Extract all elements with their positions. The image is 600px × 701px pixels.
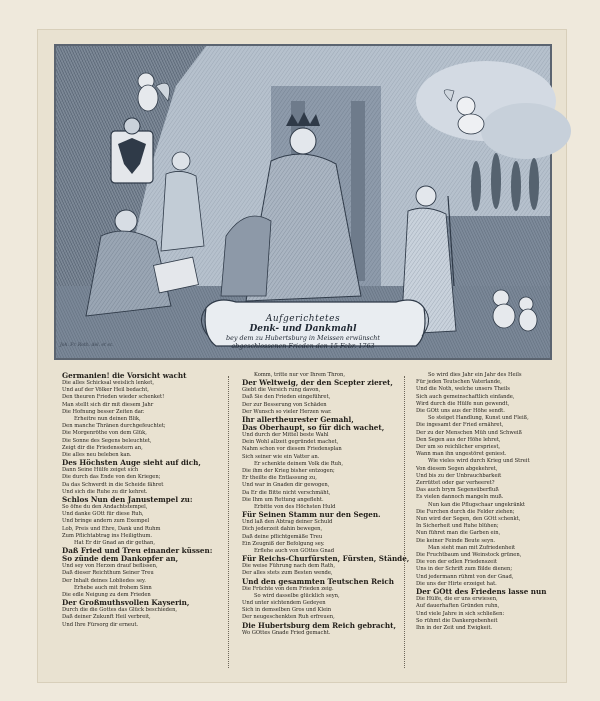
poem-line: Die GOtt uns aus der Höhe sendt. bbox=[416, 408, 505, 415]
poem-line: Und den gesammten Teutschen Reich bbox=[242, 576, 394, 586]
poem-line: Giebt die Versich rung davon, bbox=[242, 387, 321, 394]
poem-line: Die durch das Ende von den Kriegen; bbox=[62, 474, 161, 481]
poem-line: Wann man ihn ungestöret geniest. bbox=[416, 451, 507, 458]
poem-line: Man sieht man mit Zufriedenheit bbox=[428, 544, 516, 551]
poem-line: Da das Schwerdt in die Scheide fähret bbox=[62, 481, 164, 488]
poem-column-1 bbox=[62, 371, 213, 672]
poem-line: Und die Noth, welche unsers Theils bbox=[416, 386, 510, 393]
poem-line: So wird dasselbe glücklich seyn, bbox=[254, 592, 340, 599]
poem-line: Und unter sichtendem Gedeyen bbox=[242, 600, 326, 607]
allegory-scene bbox=[56, 46, 550, 358]
poem-line: Erheitre nun deinen Blik, bbox=[74, 416, 141, 423]
poem-line: Hat Er dir Gnad an dir gethan, bbox=[74, 540, 156, 547]
poem-line: Die weise Führung nach dem Rath, bbox=[242, 563, 335, 570]
poem-line: Er theilte die Entlassung zu, bbox=[242, 475, 317, 482]
poem-line: Und sich die Ruhe zu dir kehret. bbox=[62, 488, 148, 495]
poem-line: Und auf der Völker Heil bedacht, bbox=[62, 387, 149, 394]
poem-line: Für Seinen Stamm nur den Segen. bbox=[242, 510, 381, 520]
poem-line: Der Wunsch so vieler Herzen war. bbox=[242, 408, 332, 415]
poem-line: Die Fruchtbaum und Weinstock grünen, bbox=[416, 552, 522, 559]
poem-line: So steiget Handlung, Kunst und Fleiß, bbox=[428, 415, 529, 422]
poem-line: Und laß den Abtrag deiner Schuld bbox=[242, 519, 333, 526]
poem-line: Der Großmuthsvollen Kayserin, bbox=[62, 598, 190, 608]
poem-line: Ihn in der Zeit und Ewigkeit. bbox=[416, 624, 493, 631]
poem-line: Die keiner Feinde Beute seyn. bbox=[416, 537, 496, 544]
plate-title bbox=[56, 314, 550, 350]
poem-line: Für Reichs-Churfürsten, Fürsten, Stände, bbox=[242, 554, 410, 564]
poem-line: Die Früchte von dem Frieden zeig. bbox=[242, 585, 334, 592]
poem-line: Zerrüttet oder gar verheeret? bbox=[416, 480, 495, 487]
poem-line: Die Hofnung besser Zeiten dar. bbox=[62, 408, 145, 415]
poem-line: Daß dieser Reichthum Seiner Treu bbox=[62, 570, 154, 577]
poem-line: Und war in Gnaden dir gewogen, bbox=[242, 482, 330, 489]
title-line-2: Denk- und Dankmahl bbox=[249, 324, 357, 334]
poem-line: Und bis zu der Unbrauchbarkeit bbox=[416, 472, 502, 479]
poem-line: Der zur Besserung von Schäden bbox=[242, 401, 327, 408]
poem-line: Sich auch gemeinschaftlich einfande, bbox=[416, 393, 515, 400]
poem-line: Der neugeschenkten Ruh erfreuen, bbox=[242, 614, 335, 621]
poem-line: Daß Fried und Treu einander küssen: bbox=[62, 546, 213, 556]
poem-line: Und bringe andern zum Exempel bbox=[62, 518, 150, 525]
poem-line: Und jedermann rühmt von der Gnad, bbox=[416, 573, 514, 580]
poem-line: Die Ihm um Rettung angefleht. bbox=[242, 496, 324, 503]
poem-line: Germanien! die Vorsicht wacht bbox=[62, 371, 187, 380]
poem-line: Das auch brym Segensüberfluß bbox=[416, 487, 499, 494]
poem-line: Lob, Preis und Ehre, Dank und Ruhm bbox=[62, 525, 161, 532]
poem-line: Die Sonne des Segens beleuchtet, bbox=[62, 437, 152, 444]
poem-line: Er schenkte deinem Volk die Ruh, bbox=[254, 460, 343, 467]
engraver-signature: Joh. Fr. Roth. del. et sc. bbox=[60, 343, 114, 348]
poem-line: Nun führet man die Garben ein, bbox=[416, 530, 501, 537]
poem-line: Schlos Nun den Janustempel zu: bbox=[62, 495, 193, 505]
poem-line: Des Höchsten Auge sieht auf dich, bbox=[62, 458, 201, 468]
poem-line: Den manche Thränen durchgefeuchtet; bbox=[62, 423, 166, 430]
poem-line: Die ingesamt der Fried ernähret, bbox=[416, 422, 504, 429]
poem-line: Von diesem Segen abgekehret, bbox=[416, 465, 498, 472]
poem-line: Nahm schon vor diesem Friedensplan bbox=[242, 446, 342, 453]
poem-line: Man stellt sich dir mit diesem Jahr bbox=[62, 401, 154, 408]
poem-line: Dich jederzeit dahin bewegen, bbox=[242, 526, 323, 533]
poem-line: So rühmt die Dankergebenheit bbox=[416, 617, 498, 624]
poem-line: Die Furchen durch die Felder ziehen; bbox=[416, 508, 515, 515]
poem-line: Daß deine pflichtgemäße Treu bbox=[242, 533, 323, 540]
poem-line: Die edle Neigung zu dem Frieden bbox=[62, 592, 151, 599]
column-divider bbox=[404, 376, 406, 668]
title-line-3: bey dem zu Hubertsburg in Meissen erwünscht bbox=[226, 334, 380, 342]
poem-line: Nun wird der Segen, den GOtt schenkt, bbox=[416, 516, 521, 523]
poem-line: Der zu der Menschen Müh und Schweiß bbox=[416, 429, 523, 436]
poem-line: Nun kan die Pflugschaar ungekränkt bbox=[428, 501, 525, 508]
poem-line: Dein Wohl allzeit gegründet machet, bbox=[242, 439, 339, 446]
engraving-plate bbox=[54, 44, 552, 360]
poem-line: Der um so reichlicher erspriest, bbox=[416, 444, 501, 451]
poem-column-2 bbox=[242, 372, 410, 672]
poem-line: Und sey von Herzen drauf beflissen, bbox=[62, 563, 158, 570]
poem-column-3 bbox=[416, 372, 548, 672]
poem-line: Und Ihre Fürsorg dir erneut. bbox=[62, 621, 139, 628]
poem-line: So wird dies Jahr ein Jahr des Heils bbox=[428, 372, 522, 378]
poem-line: Und viele Jahre in sich schließen: bbox=[416, 610, 505, 617]
title-line-1: Aufgerichtetes bbox=[265, 314, 341, 324]
poem-line: Erflehe auch von GOttes Gnad bbox=[254, 548, 335, 555]
poem-line: Der alles stets zum Besten wende, bbox=[242, 570, 333, 577]
poem-line: Wo GOttes Gnade Fried gemacht. bbox=[242, 629, 331, 636]
poem-line: Der GOtt des Friedens lasse nun bbox=[416, 587, 547, 597]
poem-line: Da Er die Bitte nicht verschmäht, bbox=[242, 489, 331, 496]
poem-line: Wie vieles wird durch Krieg und Streit bbox=[428, 458, 530, 465]
poem-line: Der Inhalt deines Lobliedes sey. bbox=[62, 577, 146, 584]
poem-line: So zünde dem Dankopfer an, bbox=[62, 554, 179, 564]
poem-line: Daß deiner Zukunft Heil verbreit, bbox=[62, 614, 151, 621]
column-divider bbox=[228, 376, 230, 668]
poem-line: Die uns der Hirte erzeiget hat. bbox=[416, 580, 497, 587]
poem-line: Und durch der Mittel beste Wahl bbox=[242, 432, 329, 439]
poem-line: Daß Sie den Frieden eingeführet, bbox=[242, 394, 331, 401]
poem-line: Ein Zeugniß der Befolgung sey. bbox=[242, 540, 325, 547]
poem-line: Ihr allertheurester Gemahl, bbox=[242, 415, 354, 425]
poem-line: Den theuren Frieden wieder schenket! bbox=[62, 394, 165, 401]
poem-line: Sich in demselben Gros und Klein bbox=[242, 607, 332, 614]
poem-line: Komm, tritte nur vor Ihrem Thron, bbox=[254, 372, 346, 378]
poem-line: Für jeden Teutschen Vaterlande, bbox=[416, 379, 502, 386]
poem-line: Die alles Schicksal weislich lenket, bbox=[62, 380, 154, 386]
poem-line: Und danke GOtt für diese Ruh, bbox=[62, 511, 144, 518]
poem-line: Zeigt dir die Friedensstern an, bbox=[62, 444, 143, 451]
poem-line: Die von der edlen Friedenszeit bbox=[416, 559, 497, 566]
poem-line: Durch die die Gottes das Glück beschieden, bbox=[62, 607, 178, 614]
poem-line: Die alles neu beleben kan. bbox=[62, 452, 132, 459]
poem-line: Zum Pflichtabtrag ins Heiligthum. bbox=[62, 532, 153, 539]
poem-line: Erbitte von des Höchsten Huld bbox=[254, 504, 336, 511]
poem-line: Dann Seine Hülfe zeiget sich bbox=[62, 467, 139, 474]
poem-line: Uns in der Schrift zum Bilde dienen; bbox=[416, 566, 513, 573]
poem-line: Wird durch die Hülfe nun gewendt, bbox=[416, 400, 510, 407]
poem-line: So öfne du den Andachtstempel, bbox=[62, 504, 148, 511]
poem-line: Auf dauerhaften Gründen ruhn, bbox=[416, 603, 500, 610]
poem-line: Der Weltweig, der den Scepter zieret, bbox=[242, 378, 393, 388]
title-line-4: abgeschlossenen Frieden den 15 Febr. 1763 bbox=[231, 342, 375, 350]
poem-line: Das Oberhaupt, so für dich wachet, bbox=[242, 423, 385, 433]
poem-line: Die Hülfe, die er uns erwiesen, bbox=[416, 596, 498, 603]
poem-line: Die Morgenröthe von dem Glük, bbox=[62, 430, 147, 437]
poem-line: Die ihm der Krieg bisher entzogen; bbox=[242, 468, 335, 475]
poem-line: Die Hubertsburg dem Reich gebracht, bbox=[242, 620, 396, 630]
poem-line: Es vielen dannoch mangeln muß. bbox=[416, 494, 504, 501]
poem-line: Erhebe auch mit frohem Sinn bbox=[74, 584, 152, 591]
poem-line: In Sicherheit und Ruhe blühen; bbox=[416, 523, 499, 530]
poem-line: Den Segen aus der Höhe lehret, bbox=[416, 436, 501, 443]
poem-text bbox=[54, 372, 548, 672]
poem-line: Sich seiner wie ein Vatter an. bbox=[242, 453, 320, 460]
